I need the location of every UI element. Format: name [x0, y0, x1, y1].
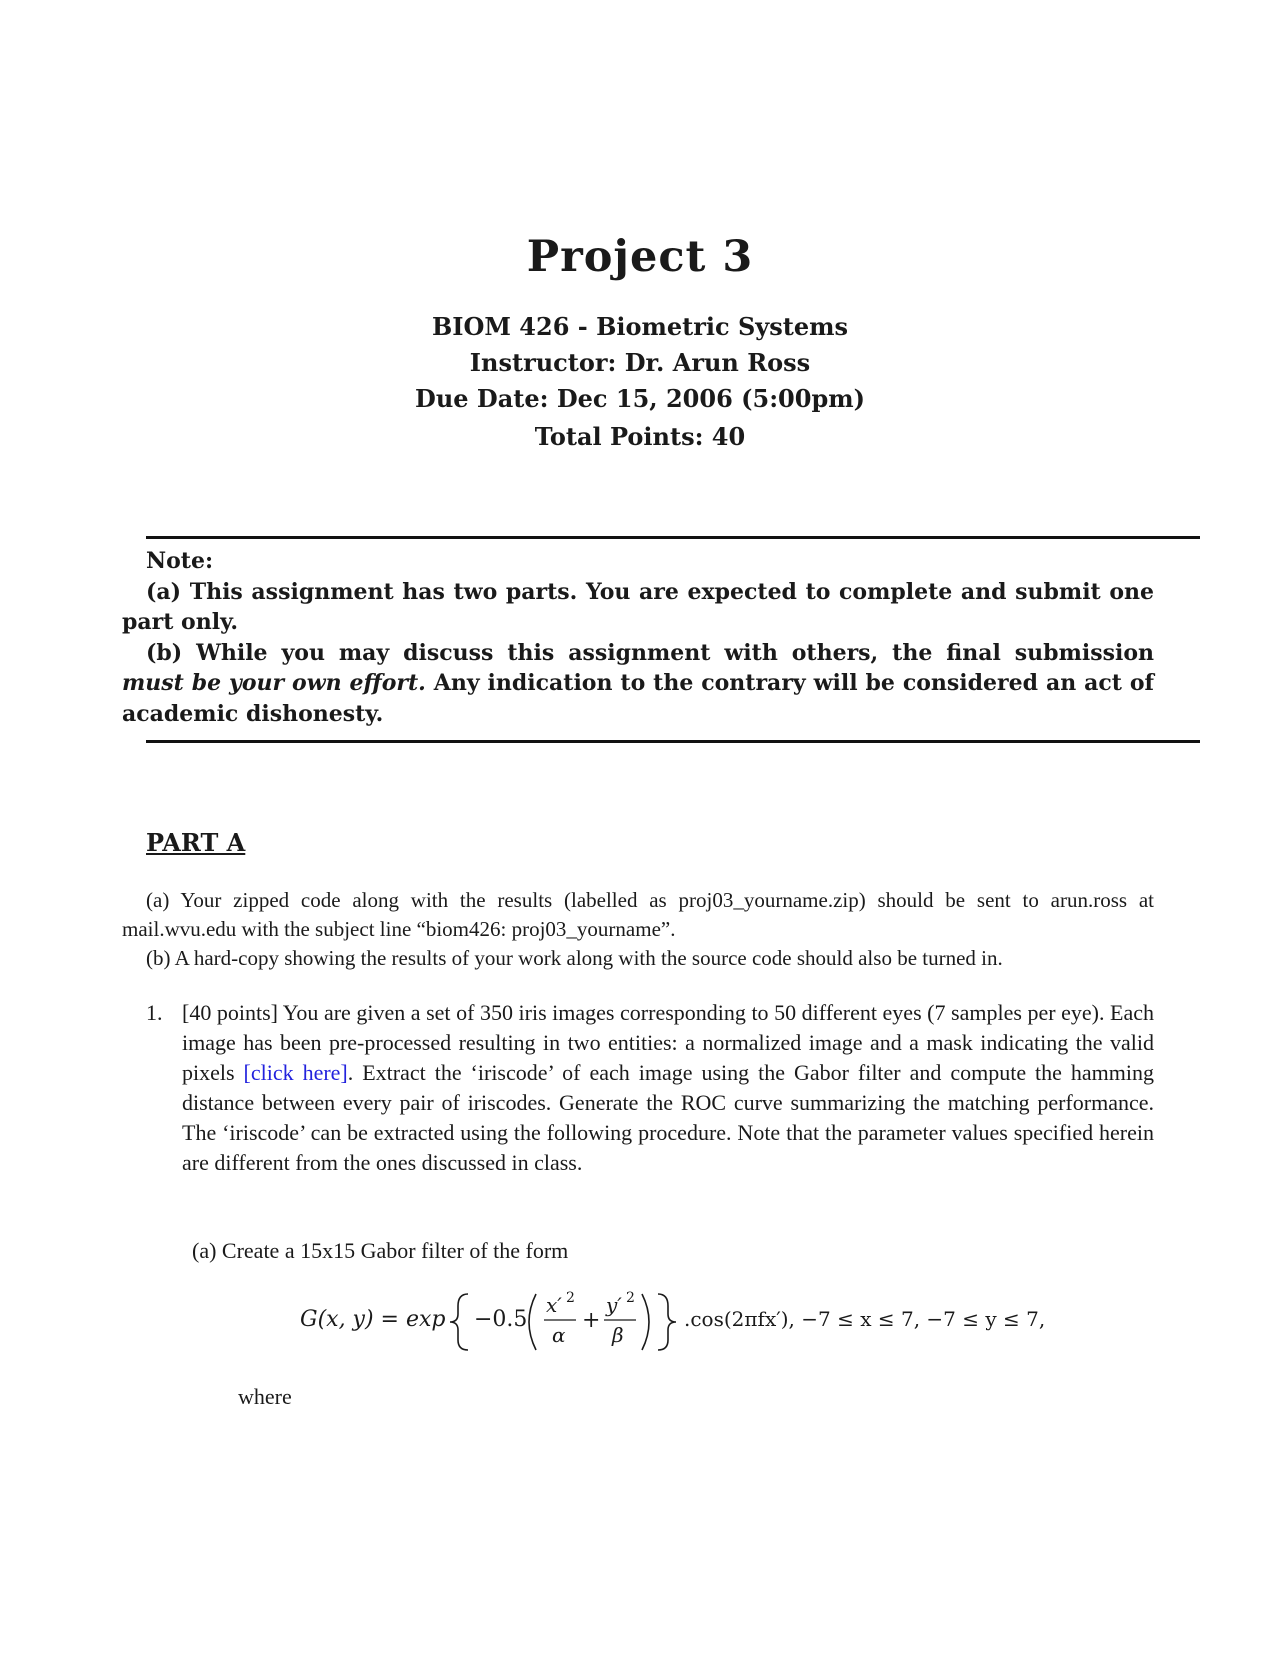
question-text: [40 points] You are given a set of 350 iris images corresponding to 50 different eyes (7 samples per eye). Each image has been pre-processed resulting in two entities: a normalized image and a mask indicating the valid pixels [click here]. Extract the ‘iriscode’ of each image using the Gabor filter and compute the hamming distance between every pair of iriscodes. Generate the ROC curve summarizing the matching performance. The ‘iriscode’ can be extracted using the following procedure. Note that the parameter values specified herein are different from the ones discussed in class.	[182, 1000, 1154, 1175]
den-alpha: α	[552, 1323, 566, 1347]
course-name: BIOM 426 - Biometric Systems	[431, 312, 849, 341]
right-paren	[642, 1294, 649, 1350]
submission-instructions	[122, 886, 1154, 973]
note-label: Note:	[146, 548, 214, 574]
sup-x: 2	[566, 1290, 575, 1306]
bottom-rule	[146, 740, 1200, 743]
den-beta: β	[612, 1323, 624, 1347]
instruction-a: (a) Your zipped code along with the results (labelled as proj03_yourname.zip) should be sent to arun.ross at mail.wvu.edu with the subject line “biom426: proj03_yourname”.	[122, 888, 1154, 941]
formula-lhs: G(x, y) = exp	[300, 1307, 446, 1332]
question-number: 1.	[146, 1000, 163, 1025]
right-brace	[658, 1294, 676, 1350]
due-date: Due Date: Dec 15, 2006 (5:00pm)	[415, 384, 865, 413]
subitem-a: (a) Create a 15x15 Gabor filter of the form	[192, 1238, 569, 1263]
note-item-b: (b) While you may discuss this assignment with others, the final submission must be your own effort. Any indication to the contrary will be considered an act of academic dishonesty.	[122, 639, 1154, 727]
left-paren	[529, 1294, 536, 1350]
formula-coef: −0.5	[474, 1307, 528, 1332]
part-a-heading: PART A	[146, 828, 246, 857]
instruction-b: (b) A hard-copy showing the results of your work along with the source code should also be turned in.	[146, 946, 1003, 970]
formula-tail: .cos(2πfx′), −7 ≤ x ≤ 7, −7 ≤ y ≤ 7,	[684, 1307, 1046, 1331]
formula-svg	[300, 1284, 1120, 1354]
num-y: y′	[606, 1293, 622, 1317]
question-1	[146, 998, 1154, 1178]
left-brace	[450, 1294, 468, 1350]
note-item-a: (a) This assignment has two parts. You are expected to complete and submit one part only.	[122, 578, 1154, 635]
num-x: x′	[546, 1293, 562, 1317]
page-title: Project 3	[526, 232, 754, 282]
instructor: Instructor: Dr. Arun Ross	[469, 348, 811, 377]
gabor-formula	[300, 1284, 1120, 1358]
total-points: Total Points: 40	[534, 422, 746, 451]
emphasis-text: must be your own effort.	[122, 670, 426, 696]
click-here-link[interactable]: [click here]	[243, 1060, 348, 1085]
top-rule	[146, 536, 1200, 539]
sup-y: 2	[626, 1290, 635, 1306]
note-box	[122, 546, 1154, 729]
where-label: where	[238, 1384, 292, 1409]
plus-sign: +	[582, 1308, 601, 1333]
